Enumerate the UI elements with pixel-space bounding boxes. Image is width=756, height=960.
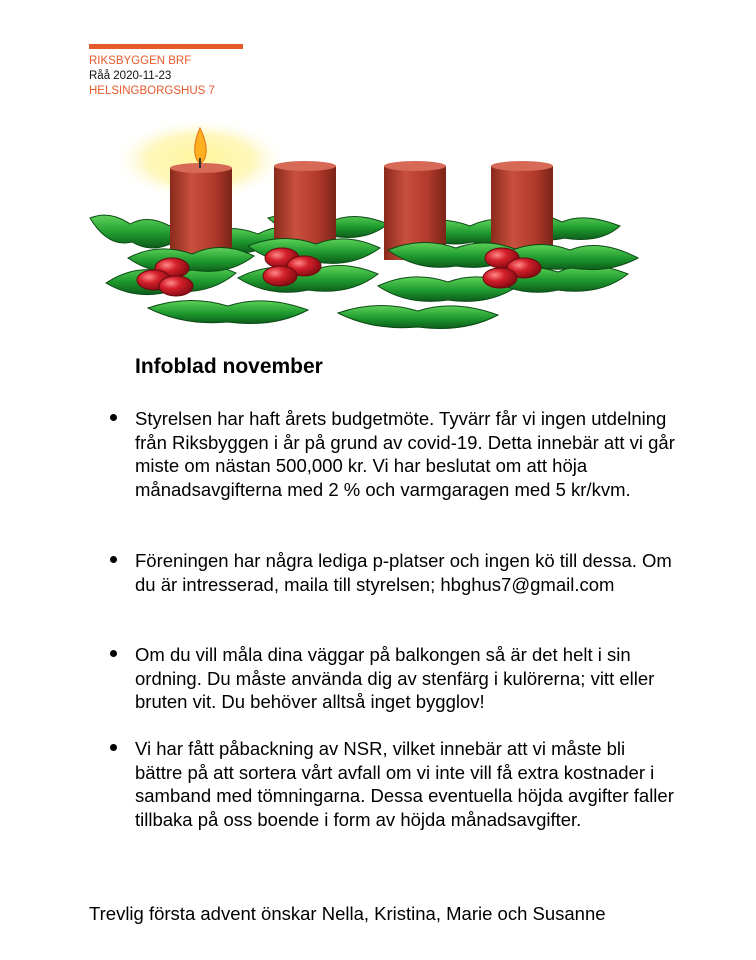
bullet-icon: [110, 650, 117, 657]
list-item: [110, 737, 674, 831]
list-item: [110, 549, 670, 596]
list-item-text: Föreningen har några lediga p-platser och ingen kö till dessa. Om du är intresserad, maila till styrelsen; hbghus7@gmail.com: [135, 550, 672, 595]
accent-bar: [89, 44, 243, 49]
date-line: Råå 2020-11-23: [89, 70, 172, 82]
closing-greeting: Trevlig första advent önskar Nella, Kristina, Marie och Susanne: [89, 903, 606, 924]
org-name: RIKSBYGGEN BRF: [89, 55, 192, 67]
list-item: [110, 643, 670, 714]
list-item-text: Styrelsen har haft årets budgetmöte. Tyvärr får vi ingen utdelning från Riksbyggen i år på grund av covid-19. Detta innebär att vi går miste om nästan 500,000 kr. Vi har beslutat om att höja månadsavgifterna med 2 % och varmgaragen med 5 kr/kvm.: [135, 408, 675, 500]
list-item-text: Om du vill måla dina väggar på balkongen så är det helt i sin ordning. Du måste använda dig av stenfärg i kulörerna; vitt eller bruten vit. Du behöver alltså inget bygglov!: [135, 644, 655, 712]
bullet-icon: [110, 414, 117, 421]
advent-wreath-illustration: [88, 118, 648, 333]
building-name: HELSINGBORGSHUS 7: [89, 85, 215, 97]
page-title: Infoblad november: [135, 355, 323, 378]
list-item-text: Vi har fått påbackning av NSR, vilket innebär att vi måste bli bättre på att sortera vårt avfall om vi inte vill få extra kostnader i samband med tömningarna. Dessa eventuella höjda avgifter faller tillbaka på oss boende i form av höjda månadsavgifter.: [135, 738, 674, 830]
list-item: [110, 407, 675, 501]
letterhead: [89, 44, 249, 99]
bullet-icon: [110, 556, 117, 563]
bullet-icon: [110, 744, 117, 751]
